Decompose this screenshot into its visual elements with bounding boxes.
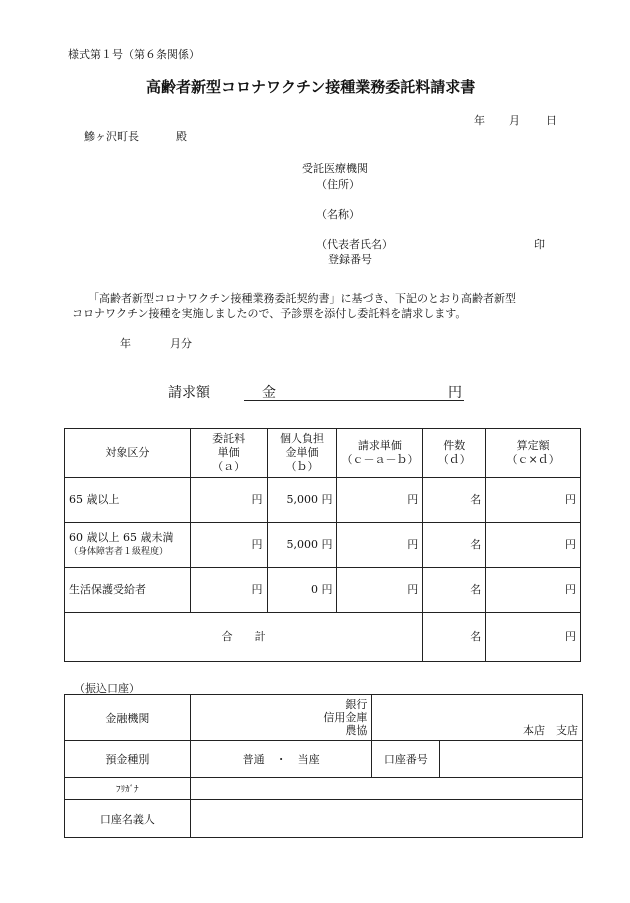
row-count[interactable]: 名: [423, 478, 486, 523]
table-row: [65, 568, 581, 613]
row-fee[interactable]: 円: [190, 568, 267, 613]
header-claim: 請求単価 （ｃ－ａ－ｂ）: [337, 429, 423, 478]
row-total[interactable]: 円: [486, 523, 581, 568]
fee-table: [64, 428, 581, 662]
header-category: 対象区分: [65, 429, 191, 478]
branch-field[interactable]: 本店 支店: [372, 695, 583, 741]
amount-prefix: 金: [262, 385, 276, 401]
date-year: 年: [474, 114, 485, 127]
deposit-type-options[interactable]: 普通 ・ 当座: [190, 741, 372, 778]
registration-label: 登録番号: [328, 253, 372, 266]
institution-types[interactable]: 銀行 信用金庫 農協: [190, 695, 372, 741]
seal-label: 印: [534, 238, 545, 251]
row-copay: 0 円: [267, 568, 337, 613]
representative-label: （代表者氏名）: [316, 238, 393, 251]
table-sum-row: [65, 613, 581, 662]
body-line-2: コロナワクチン接種を実施しましたので、予診票を添付し委託料を請求します。: [72, 307, 467, 320]
contractor-label: 受託医療機関: [302, 162, 368, 175]
header-fee: 委託料 単価 （ａ）: [190, 429, 267, 478]
period-year: 年: [120, 337, 131, 350]
header-copay: 個人負担 金単価 （ｂ）: [267, 429, 337, 478]
furigana-field[interactable]: [190, 778, 582, 800]
amount-label: 請求額: [168, 385, 210, 401]
table-header-row: [65, 429, 581, 478]
table-row: [65, 478, 581, 523]
sum-count[interactable]: 名: [423, 613, 486, 662]
form-number: 様式第１号（第６条関係）: [68, 48, 200, 61]
name-label: （名称）: [316, 208, 360, 221]
institution-label: 金融機関: [65, 695, 191, 741]
row-count[interactable]: 名: [423, 523, 486, 568]
bank-table: [64, 694, 583, 838]
row-total[interactable]: 円: [486, 478, 581, 523]
row-category-note: （身体障害者１級程度）: [69, 547, 169, 557]
header-count: 件数 （ｄ）: [423, 429, 486, 478]
amount-underline: [244, 400, 464, 401]
row-category: 65 歳以上: [65, 478, 191, 523]
row-claim[interactable]: 円: [337, 478, 423, 523]
row-copay: 5,000 円: [267, 478, 337, 523]
addressee: 鰺ヶ沢町長: [84, 130, 139, 143]
table-row: [65, 523, 581, 568]
row-fee[interactable]: 円: [190, 523, 267, 568]
header-total: 算定額 （ｃ×ｄ）: [486, 429, 581, 478]
row-category: 生活保護受給者: [65, 568, 191, 613]
row-copay: 5,000 円: [267, 523, 337, 568]
account-number-field[interactable]: [440, 741, 583, 778]
row-claim[interactable]: 円: [337, 523, 423, 568]
body-line-1: 「高齢者新型コロナワクチン接種業務委託契約書」に基づき、下記のとおり高齢者新型: [88, 292, 517, 305]
row-total[interactable]: 円: [486, 568, 581, 613]
account-holder-label: 口座名義人: [65, 800, 191, 838]
page-title: 高齢者新型コロナワクチン接種業務委託料請求書: [146, 78, 476, 96]
bank-section-label: （振込口座）: [74, 682, 140, 695]
row-claim[interactable]: 円: [337, 568, 423, 613]
sum-total[interactable]: 円: [486, 613, 581, 662]
address-label: （住所）: [316, 178, 360, 191]
account-holder-field[interactable]: [190, 800, 582, 838]
addressee-honorific: 殿: [176, 130, 187, 143]
date-day: 日: [546, 114, 557, 127]
deposit-type-label: 預金種別: [65, 741, 191, 778]
account-number-label: 口座番号: [372, 741, 440, 778]
row-category: 60 歳以上 65 歳未満 （身体障害者１級程度）: [65, 523, 191, 568]
furigana-label: ﾌﾘｶﾞﾅ: [65, 778, 191, 800]
row-count[interactable]: 名: [423, 568, 486, 613]
sum-label: 合 計: [65, 613, 423, 662]
date-month: 月: [509, 114, 520, 127]
row-fee[interactable]: 円: [190, 478, 267, 523]
amount-unit: 円: [448, 385, 462, 401]
period-month: 月分: [170, 337, 192, 350]
